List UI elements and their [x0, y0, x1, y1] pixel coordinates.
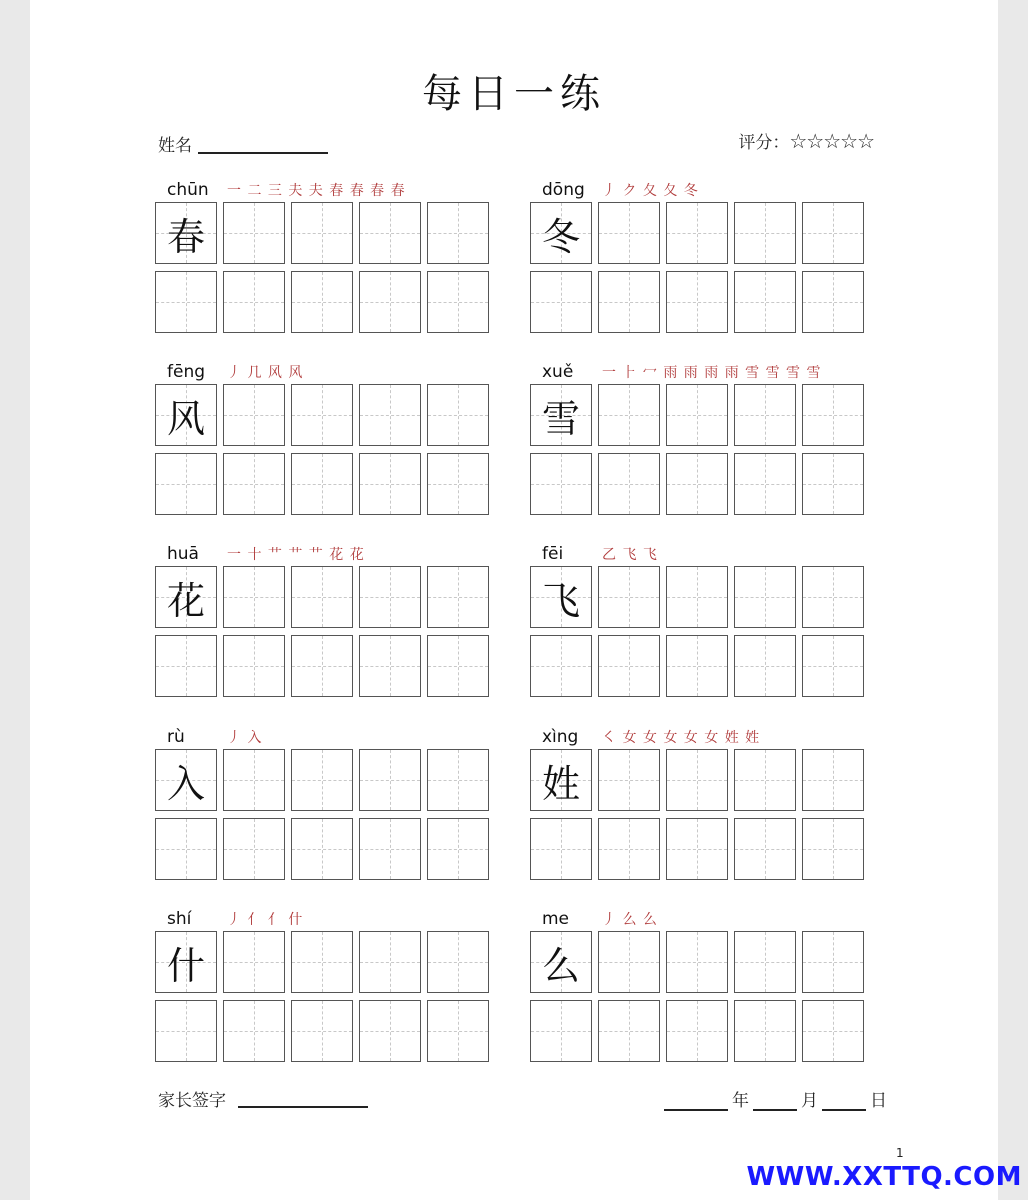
practice-cell — [359, 931, 421, 993]
practice-cell — [427, 271, 489, 333]
practice-cell — [359, 271, 421, 333]
pinyin-label: dōng — [542, 180, 585, 200]
parent-sign-label: 家长签字 — [158, 1091, 226, 1111]
pinyin-label: xìng — [542, 727, 579, 747]
practice-cell — [291, 453, 353, 515]
practice-row — [155, 1000, 489, 1062]
practice-cell — [734, 931, 796, 993]
practice-cell — [598, 566, 660, 628]
practice-cell — [155, 384, 217, 446]
practice-row — [155, 271, 489, 333]
practice-cell — [734, 635, 796, 697]
model-character: 么 — [541, 943, 580, 988]
practice-cell — [530, 931, 592, 993]
practice-cell — [530, 1000, 592, 1062]
character-block — [530, 544, 874, 704]
practice-cell — [666, 384, 728, 446]
watermark-text: WWW.XXTTQ.COM — [746, 1162, 1022, 1192]
practice-cell — [598, 749, 660, 811]
page-number: 1 — [896, 1146, 904, 1160]
practice-row — [530, 566, 864, 628]
practice-row — [530, 931, 864, 993]
character-block — [155, 544, 499, 704]
practice-cell — [223, 818, 285, 880]
character-block — [530, 180, 874, 340]
practice-cell — [802, 818, 864, 880]
year-label: 年 — [732, 1091, 749, 1111]
practice-row — [155, 384, 489, 446]
practice-cell — [291, 1000, 353, 1062]
practice-cell — [359, 635, 421, 697]
practice-cell — [223, 749, 285, 811]
practice-cell — [666, 749, 728, 811]
practice-cell — [734, 202, 796, 264]
stroke-order: 一 ⺊ 冖 雨 雨 雨 雨 雪 雪 雪 雪 — [602, 365, 822, 381]
pinyin-label: me — [542, 909, 570, 929]
practice-cell — [291, 931, 353, 993]
practice-cell — [427, 749, 489, 811]
name-label: 姓名 — [158, 136, 192, 156]
model-character: 什 — [166, 943, 205, 988]
practice-row — [155, 202, 489, 264]
practice-cell — [427, 202, 489, 264]
practice-cell — [530, 818, 592, 880]
practice-row — [155, 453, 489, 515]
character-block — [155, 180, 499, 340]
practice-cell — [802, 749, 864, 811]
practice-cell — [530, 566, 592, 628]
practice-cell — [734, 271, 796, 333]
practice-row — [530, 1000, 864, 1062]
practice-row — [530, 749, 864, 811]
stroke-order: 丿 亻 亻 什 — [227, 912, 304, 928]
practice-cell — [291, 818, 353, 880]
page-title: 每日一练 — [422, 71, 606, 117]
practice-cell — [359, 384, 421, 446]
pinyin-label: rù — [167, 727, 185, 747]
practice-cell — [155, 566, 217, 628]
practice-cell — [666, 1000, 728, 1062]
character-block — [155, 362, 499, 522]
practice-cell — [598, 384, 660, 446]
practice-row — [155, 749, 489, 811]
practice-cell — [598, 453, 660, 515]
rating-stars-icon: ☆☆☆☆☆ — [789, 129, 874, 153]
practice-row — [530, 453, 864, 515]
day-label: 日 — [870, 1091, 887, 1111]
practice-cell — [598, 818, 660, 880]
practice-cell — [291, 749, 353, 811]
practice-cell — [802, 384, 864, 446]
practice-cell — [734, 453, 796, 515]
practice-cell — [530, 384, 592, 446]
practice-cell — [223, 202, 285, 264]
practice-cell — [734, 1000, 796, 1062]
model-character: 飞 — [541, 578, 580, 623]
practice-row — [530, 635, 864, 697]
pinyin-label: chūn — [167, 180, 209, 200]
practice-cell — [155, 453, 217, 515]
practice-cell — [427, 818, 489, 880]
practice-cell — [802, 635, 864, 697]
model-character: 冬 — [541, 214, 580, 259]
practice-cell — [734, 818, 796, 880]
practice-row — [530, 271, 864, 333]
practice-cell — [802, 566, 864, 628]
practice-row — [530, 202, 864, 264]
month-label: 月 — [801, 1091, 818, 1111]
practice-cell — [155, 271, 217, 333]
pinyin-label: huā — [167, 544, 199, 564]
practice-cell — [802, 453, 864, 515]
stroke-order: 丿 么 么 — [602, 912, 658, 928]
practice-cell — [291, 384, 353, 446]
practice-cell — [530, 271, 592, 333]
practice-cell — [223, 635, 285, 697]
practice-cell — [666, 818, 728, 880]
practice-cell — [598, 1000, 660, 1062]
score-label: 评分： — [738, 133, 790, 153]
practice-cell — [530, 749, 592, 811]
practice-cell — [155, 818, 217, 880]
practice-cell — [666, 635, 728, 697]
practice-cell — [802, 202, 864, 264]
model-character: 姓 — [541, 761, 580, 806]
practice-cell — [598, 931, 660, 993]
character-block — [530, 909, 874, 1069]
practice-cell — [155, 1000, 217, 1062]
practice-cell — [598, 202, 660, 264]
practice-cell — [666, 202, 728, 264]
practice-cell — [734, 749, 796, 811]
practice-cell — [666, 271, 728, 333]
practice-cell — [802, 271, 864, 333]
score-area — [738, 128, 874, 153]
date-field — [660, 1086, 887, 1111]
practice-cell — [734, 566, 796, 628]
pinyin-label: xuě — [542, 362, 574, 382]
practice-cell — [223, 566, 285, 628]
practice-cell — [427, 384, 489, 446]
pinyin-label: shí — [167, 909, 192, 929]
pinyin-label: fēng — [167, 362, 206, 382]
practice-cell — [359, 818, 421, 880]
practice-cell — [291, 271, 353, 333]
practice-cell — [359, 749, 421, 811]
practice-cell — [530, 453, 592, 515]
practice-cell — [666, 566, 728, 628]
pinyin-label: fēi — [542, 544, 564, 564]
practice-cell — [666, 453, 728, 515]
practice-cell — [155, 749, 217, 811]
practice-cell — [427, 566, 489, 628]
practice-cell — [734, 384, 796, 446]
practice-cell — [291, 635, 353, 697]
practice-cell — [223, 1000, 285, 1062]
practice-row — [155, 635, 489, 697]
practice-cell — [666, 931, 728, 993]
stroke-order: 丿 ク 夂 夂 冬 — [602, 183, 699, 199]
year-line — [664, 1091, 728, 1111]
practice-cell — [427, 453, 489, 515]
practice-cell — [598, 271, 660, 333]
practice-cell — [598, 635, 660, 697]
character-block — [155, 727, 499, 887]
practice-cell — [155, 635, 217, 697]
practice-cell — [427, 1000, 489, 1062]
model-character: 雪 — [541, 396, 580, 441]
practice-cell — [427, 635, 489, 697]
practice-cell — [223, 384, 285, 446]
model-character: 春 — [166, 214, 205, 259]
practice-cell — [359, 202, 421, 264]
practice-cell — [802, 1000, 864, 1062]
character-block — [155, 909, 499, 1069]
practice-cell — [359, 1000, 421, 1062]
practice-row — [530, 384, 864, 446]
practice-cell — [359, 453, 421, 515]
worksheet-page — [30, 0, 998, 1200]
stroke-order: 丿 入 — [227, 730, 263, 746]
stroke-order: 一 二 三 夫 夫 春 春 春 春 — [227, 183, 406, 199]
practice-cell — [291, 202, 353, 264]
name-field-line — [198, 152, 328, 154]
stroke-order: 一 十 艹 艹 艹 花 花 — [227, 547, 365, 563]
character-block — [530, 362, 874, 522]
stroke-order: 乙 飞 飞 — [602, 547, 658, 563]
practice-cell — [155, 931, 217, 993]
practice-cell — [427, 931, 489, 993]
practice-cell — [155, 202, 217, 264]
stroke-order: ㇛ 女 女 女 女 女 姓 姓 — [602, 730, 761, 746]
month-line — [753, 1091, 797, 1111]
practice-cell — [530, 202, 592, 264]
practice-cell — [223, 931, 285, 993]
model-character: 花 — [166, 578, 205, 623]
practice-cell — [291, 566, 353, 628]
practice-cell — [359, 566, 421, 628]
practice-cell — [223, 453, 285, 515]
practice-cell — [530, 635, 592, 697]
character-block — [530, 727, 874, 887]
practice-row — [155, 818, 489, 880]
stroke-order: 丿 几 风 风 — [227, 365, 304, 381]
model-character: 风 — [166, 396, 205, 441]
practice-cell — [802, 931, 864, 993]
practice-row — [155, 931, 489, 993]
practice-cell — [223, 271, 285, 333]
day-line — [822, 1091, 866, 1111]
practice-row — [530, 818, 864, 880]
model-character: 入 — [166, 761, 205, 806]
practice-row — [155, 566, 489, 628]
parent-sign-line — [238, 1106, 368, 1108]
